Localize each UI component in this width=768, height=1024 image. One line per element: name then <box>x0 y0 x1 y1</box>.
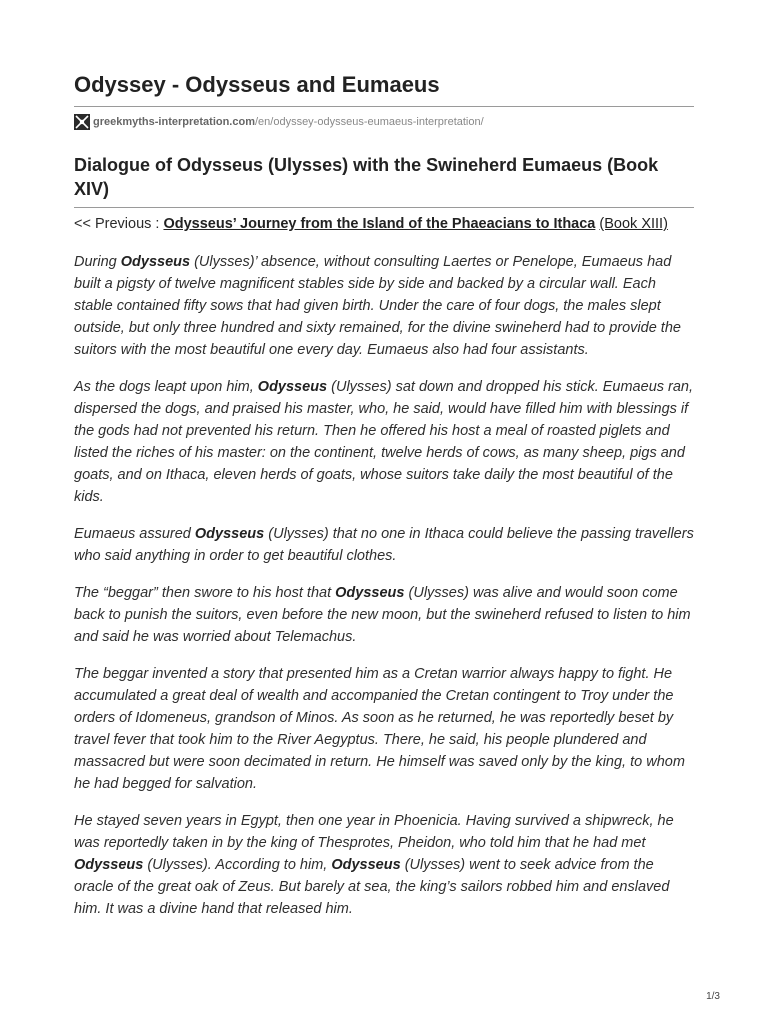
previous-chapter-link[interactable]: Odysseus’ Journey from the Island of the Phaeacians to Ithaca <box>163 216 596 232</box>
article-subtitle: Dialogue of Odysseus (Ulysses) with the Swineherd Eumaeus (Book XIV) <box>74 155 659 199</box>
paragraph-2: As the dogs leapt upon him, Odysseus (Ulysses) sat down and dropped his stick. Eumaeus ran, dispersed the dogs, and praised his master, who, he said, would have filled him with blessings if the gods had not prevented his return. Then he offered his host a meal of roasted piglets and listed the riches of his master: on the continent, twelve herds of cows, as many sheep, pigs and goats, and on Ithaca, eleven herds of goats, whose suitors take daily the most beautiful of the kids. <box>74 379 694 505</box>
paragraph-6: He stayed seven years in Egypt, then one year in Phoenicia. Having survived a shipwreck, he was reportedly taken in by the king of Thesprotes, Pheidon, who told him that he had met Odysseus (Ulysses). According to him, Odysseus (Ulysses) went to seek advice from the oracle of the great oak of Zeus. But barely at sea, the king’s sailors robbed him and enslaved him. It was a divine hand that released him. <box>74 813 674 917</box>
previous-prefix: << Previous : <box>74 216 164 232</box>
site-favicon-icon <box>74 114 90 130</box>
previous-book-link[interactable]: (Book XIII) <box>599 216 668 232</box>
source-line <box>74 114 484 130</box>
title-divider <box>74 106 694 107</box>
source-domain-link[interactable]: greekmyths-interpretation.com <box>93 116 255 128</box>
paragraph-1: During Odysseus (Ulysses)’ absence, without consulting Laertes or Penelope, Eumaeus had built a pigsty of twelve magnificent stables side by side and backed by a circular wall. Each stable contained fifty sows that had given birth. Under the care of four dogs, the males slept outside, but only three hundred and sixty remained, for the divine swineherd had to provide the suitors with the most beautiful one every day. Eumaeus also had four assistants. <box>74 254 681 358</box>
paragraph-5: The beggar invented a story that presented him as a Cretan warrior always happy to fight. He accumulated a great deal of wealth and accompanied the Cretan contingent to Troy under the orders of Idomeneus, grandson of Minos. As soon as he returned, he was reportedly beset by travel fever that took him to the River Aegyptus. There, he said, his people plundered and massacred but were soon decimated in return. He himself was saved only by the king, to whom he had begged for salvation. <box>74 666 685 792</box>
subtitle-divider <box>74 207 694 208</box>
article-body <box>74 251 696 935</box>
page-number: 1/3 <box>706 991 720 1002</box>
paragraph-4: The “beggar” then swore to his host that Odysseus (Ulysses) was alive and would soon come back to punish the suitors, even before the new moon, but the swineherd refused to listen to him and said he was worried about Telemachus. <box>74 585 691 645</box>
paragraph-3: Eumaeus assured Odysseus (Ulysses) that no one in Ithaca could believe the passing travellers who said anything in order to get beautiful clothes. <box>74 526 694 564</box>
page-title: Odyssey - Odysseus and Eumaeus <box>74 72 440 97</box>
source-path-link[interactable]: /en/odyssey-odysseus-eumaeus-interpretation/ <box>254 116 484 128</box>
previous-navigation <box>74 216 704 232</box>
